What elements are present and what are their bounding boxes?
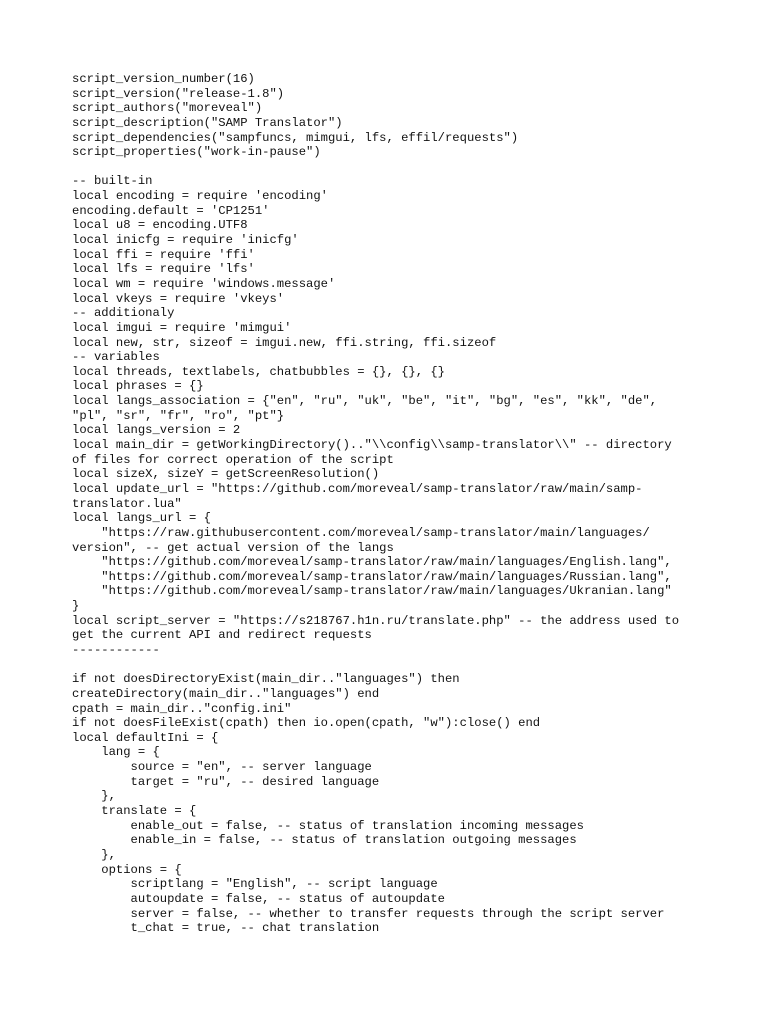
code-line: "https://github.com/moreveal/samp-translator/raw/main/languages/English.lang", bbox=[72, 555, 672, 570]
code-line: local langs_association = {"en", "ru", "uk", "be", "it", "bg", "es", "kk", "de", bbox=[72, 394, 658, 409]
code-document bbox=[72, 72, 722, 936]
code-line: "https://raw.githubusercontent.com/moreveal/samp-translator/main/languages/ bbox=[72, 525, 650, 540]
code-line: cpath = main_dir.."config.ini" bbox=[72, 701, 292, 716]
code-line: source = "en", -- server language bbox=[72, 760, 372, 775]
code-line: local threads, textlabels, chatbubbles = {}, {}, {} bbox=[72, 364, 445, 379]
code-line: options = { bbox=[72, 862, 182, 877]
code-line: local update_url = "https://github.com/moreveal/samp-translator/raw/main/samp- bbox=[72, 481, 643, 496]
code-line: local script_server = "https://s218767.h1n.ru/translate.php" -- the address used to bbox=[72, 613, 680, 628]
code-line: local lfs = require 'lfs' bbox=[72, 262, 255, 277]
code-line: local u8 = encoding.UTF8 bbox=[72, 218, 248, 233]
code-line: local wm = require 'windows.message' bbox=[72, 276, 336, 291]
code-line: local imgui = require 'mimgui' bbox=[72, 320, 292, 335]
code-line: enable_in = false, -- status of translation outgoing messages bbox=[72, 833, 577, 848]
code-line: script_version("release-1.8") bbox=[72, 86, 285, 101]
code-line: if not doesFileExist(cpath) then io.open(cpath, "w"):close() end bbox=[72, 716, 541, 731]
code-line: autoupdate = false, -- status of autoupdate bbox=[72, 891, 445, 906]
code-line: -- additionaly bbox=[72, 306, 175, 321]
code-line: get the current API and redirect requests bbox=[72, 628, 372, 643]
code-line: local defaultIni = { bbox=[72, 730, 219, 745]
code-line: script_properties("work-in-pause") bbox=[72, 145, 321, 160]
code-line bbox=[72, 658, 722, 673]
code-line: local new, str, sizeof = imgui.new, ffi.string, ffi.sizeof bbox=[72, 335, 497, 350]
code-line: local vkeys = require 'vkeys' bbox=[72, 291, 285, 306]
code-line: if not doesDirectoryExist(main_dir.."languages") then bbox=[72, 672, 460, 687]
code-line: script_dependencies("sampfuncs, mimgui, lfs, effil/requests") bbox=[72, 130, 519, 145]
code-line: local sizeX, sizeY = getScreenResolution() bbox=[72, 467, 380, 482]
code-line: script_description("SAMP Translator") bbox=[72, 115, 343, 130]
code-line: script_version_number(16) bbox=[72, 72, 255, 86]
code-line: local ffi = require 'ffi' bbox=[72, 247, 255, 262]
code-line: "https://github.com/moreveal/samp-translator/raw/main/languages/Russian.lang", bbox=[72, 569, 672, 584]
code-line: translate = { bbox=[72, 804, 197, 819]
code-line: -- built-in bbox=[72, 174, 153, 189]
code-line: translator.lua" bbox=[72, 496, 182, 511]
code-line: script_authors("moreveal") bbox=[72, 101, 263, 116]
code-line: of files for correct operation of the script bbox=[72, 452, 394, 467]
code-line: ------------ bbox=[72, 642, 160, 657]
code-line: local main_dir = getWorkingDirectory().."\\config\\samp-translator\\" -- directory bbox=[72, 438, 672, 453]
code-line: t_chat = true, -- chat translation bbox=[72, 921, 380, 936]
code-line: "pl", "sr", "fr", "ro", "pt"} bbox=[72, 408, 285, 423]
code-line: } bbox=[72, 599, 80, 614]
code-line: local encoding = require 'encoding' bbox=[72, 189, 328, 204]
code-line: "https://github.com/moreveal/samp-translator/raw/main/languages/Ukranian.lang" bbox=[72, 584, 672, 599]
code-line: local langs_version = 2 bbox=[72, 423, 241, 438]
code-line: createDirectory(main_dir.."languages") end bbox=[72, 686, 380, 701]
code-line: target = "ru", -- desired language bbox=[72, 774, 380, 789]
code-line: scriptlang = "English", -- script language bbox=[72, 877, 438, 892]
code-line: enable_out = false, -- status of translation incoming messages bbox=[72, 818, 584, 833]
code-line: local inicfg = require 'inicfg' bbox=[72, 233, 299, 248]
code-line bbox=[72, 160, 722, 175]
code-line: local langs_url = { bbox=[72, 511, 211, 526]
code-line: version", -- get actual version of the langs bbox=[72, 540, 394, 555]
code-line: }, bbox=[72, 847, 116, 862]
code-line: -- variables bbox=[72, 350, 160, 365]
code-line: server = false, -- whether to transfer requests through the script server bbox=[72, 906, 665, 921]
code-line: lang = { bbox=[72, 745, 160, 760]
code-line: local phrases = {} bbox=[72, 379, 204, 394]
code-line: }, bbox=[72, 789, 116, 804]
code-line: encoding.default = 'CP1251' bbox=[72, 203, 270, 218]
